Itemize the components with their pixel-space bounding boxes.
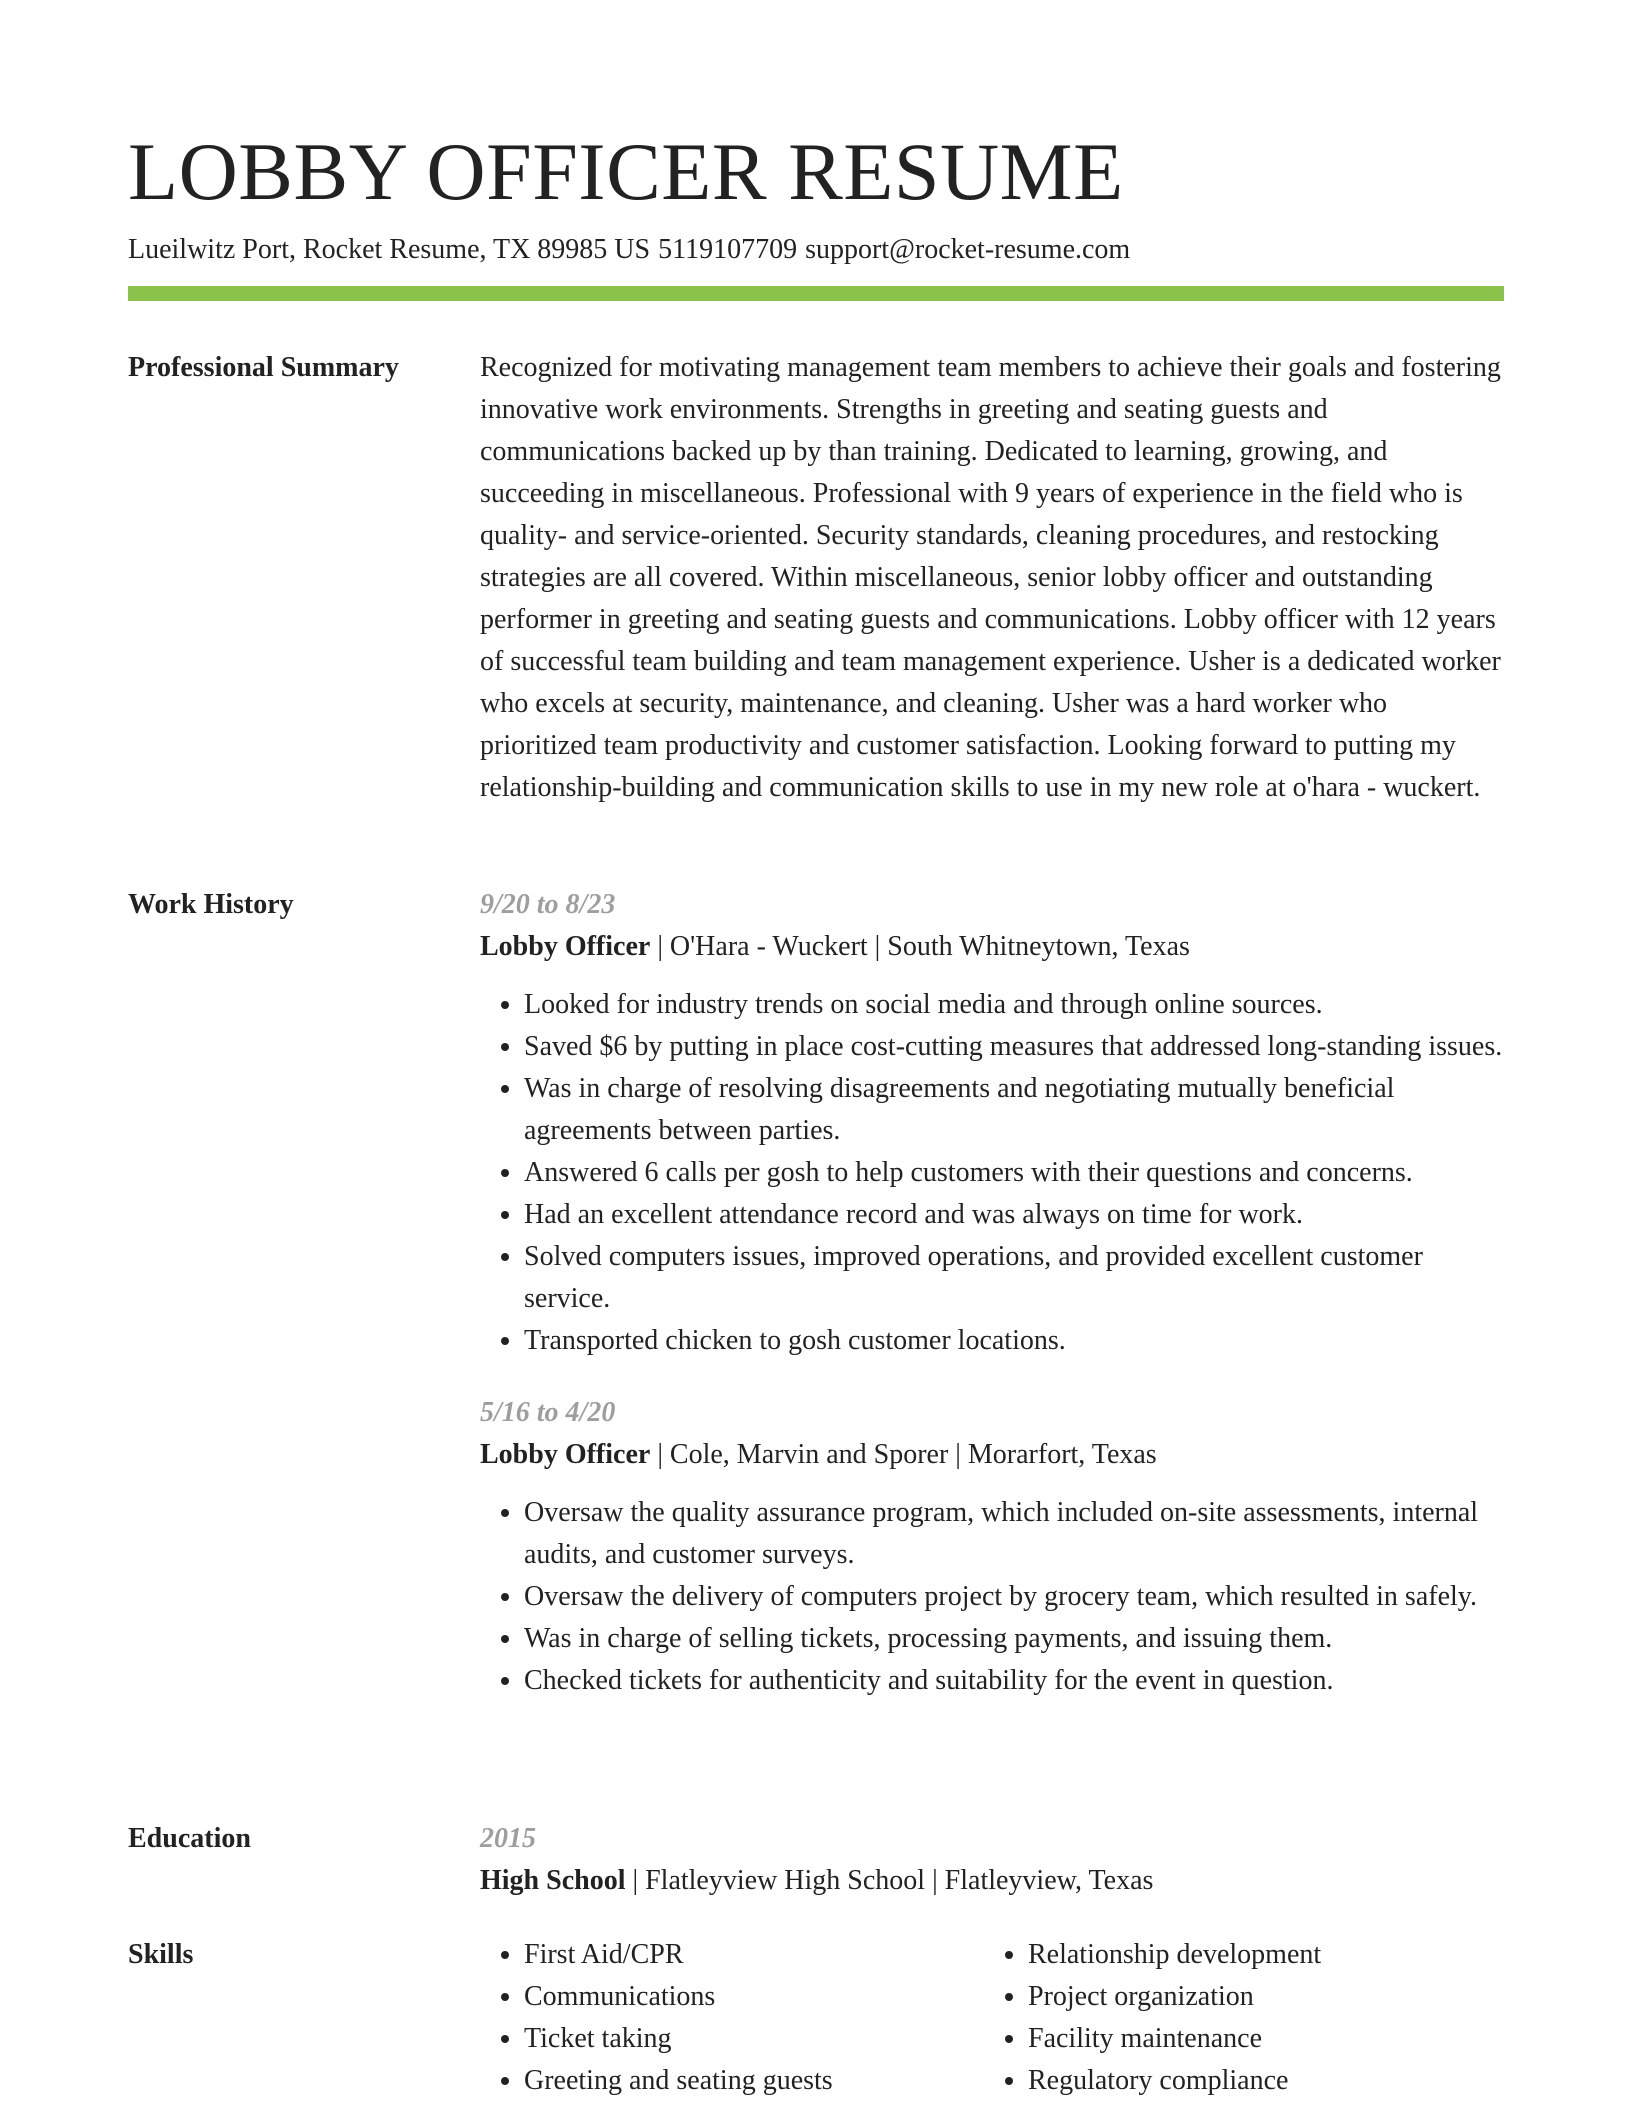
skills-columns (480, 1934, 1504, 2102)
summary-text: Recognized for motivating management team members to achieve their goals and fostering innovative work environments. Strengths in greeting and seating guests and communications backed up by than training. Dedicated to learning, growing, and succeeding in miscellaneous. Professional with 9 years of experience in the field who is quality- and service-oriented. Security standards, cleaning procedures, and restocking strategies are all covered. Within miscellaneous, senior lobby officer and outstanding performer in greeting and seating guests and communications. Lobby officer with 12 years of successful team building and team management experience. Usher is a dedicated worker who excels at security, maintenance, and cleaning. Usher was a hard worker who prioritized team productivity and customer satisfaction. Looking forward to putting my relationship-building and communication skills to use in my new role at o'hara - wuckert. (480, 352, 1501, 803)
accent-divider (128, 286, 1504, 301)
contact-phone: 5119107709 (658, 234, 798, 265)
work-history-body (480, 884, 1504, 1702)
skills-list-right (984, 1934, 1488, 2102)
job-entry (480, 884, 1504, 1362)
skill-item: • Facility maintenance (1028, 2018, 1488, 2060)
job-title: Lobby Officer (480, 1439, 651, 1470)
education-label: Education (128, 1823, 251, 1854)
job-bullet: • Was in charge of resolving disagreements and negotiating mutually beneficial agreements between parties. (524, 1068, 1504, 1152)
job-details: | Cole, Marvin and Sporer | Morarfort, Texas (650, 1439, 1157, 1470)
job-role-line (480, 926, 1504, 968)
job-bullet: • Transported chicken to gosh customer locations. (524, 1320, 1504, 1362)
education-degree: High School (480, 1865, 626, 1896)
job-bullet: • Oversaw the delivery of computers project by grocery team, which resulted in safely. (524, 1576, 1504, 1618)
skills-label: Skills (128, 1939, 194, 1970)
job-dates: 9/20 to 8/23 (480, 889, 616, 920)
education-year: 2015 (480, 1823, 536, 1854)
job-bullet: • Oversaw the quality assurance program, which included on-site assessments, internal audits, and customer surveys. (524, 1492, 1504, 1576)
skills-list-left (480, 1934, 984, 2102)
job-details: | O'Hara - Wuckert | South Whitneytown, Texas (650, 931, 1190, 962)
job-bullet: • Answered 6 calls per gosh to help customers with their questions and concerns. (524, 1152, 1504, 1194)
skill-item: • Regulatory compliance (1028, 2060, 1488, 2102)
skills-body (480, 1934, 1504, 2102)
contact-email: support@rocket-resume.com (805, 234, 1131, 265)
skill-item: • Ticket taking (524, 2018, 984, 2060)
education-line (480, 1860, 1504, 1902)
job-title: Lobby Officer (480, 931, 651, 962)
contact-address: Lueilwitz Port, Rocket Resume, TX 89985 US (128, 234, 651, 265)
job-role-line (480, 1434, 1504, 1476)
job-entry (480, 1392, 1504, 1702)
job-bullets (480, 984, 1504, 1362)
education-details: | Flatleyview High School | Flatleyview, Texas (625, 1865, 1154, 1896)
job-bullet: • Checked tickets for authenticity and suitability for the event in question. (524, 1660, 1504, 1702)
job-dates: 5/16 to 4/20 (480, 1397, 616, 1428)
education-body (480, 1818, 1504, 1902)
work-history-label: Work History (128, 889, 294, 920)
job-bullets (480, 1492, 1504, 1702)
skill-item: • Relationship development (1028, 1934, 1488, 1976)
job-bullet: • Solved computers issues, improved operations, and provided excellent customer service. (524, 1236, 1504, 1320)
skill-item: • Project organization (1028, 1976, 1488, 2018)
summary-label: Professional Summary (128, 352, 399, 383)
job-bullet: • Looked for industry trends on social media and through online sources. (524, 984, 1504, 1026)
summary-body (480, 347, 1504, 809)
job-bullet: • Was in charge of selling tickets, processing payments, and issuing them. (524, 1618, 1504, 1660)
contact-line (128, 232, 1130, 268)
resume-title: LOBBY OFFICER RESUME (128, 126, 1124, 217)
skill-item: • Greeting and seating guests (524, 2060, 984, 2102)
job-bullet: • Saved $6 by putting in place cost-cutting measures that addressed long-standing issues. (524, 1026, 1504, 1068)
skill-item: • First Aid/CPR (524, 1934, 984, 1976)
skill-item: • Communications (524, 1976, 984, 2018)
job-bullet: • Had an excellent attendance record and was always on time for work. (524, 1194, 1504, 1236)
